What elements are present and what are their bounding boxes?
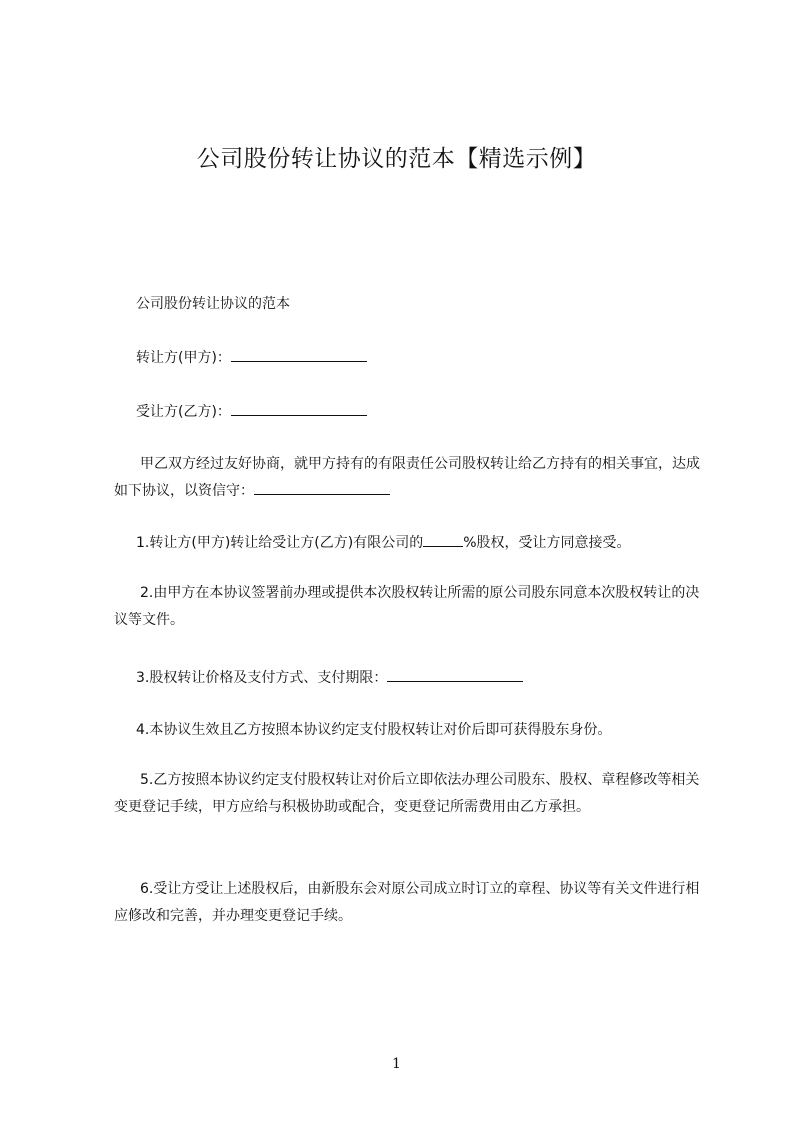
clause-1-text-b: %股权，受让方同意接受。 (463, 535, 631, 551)
transferee-label: 受让方(乙方)： (136, 404, 231, 420)
clause-3-text: 3.股权转让价格及支付方式、支付期限： (136, 670, 388, 686)
clause-4: 4.本协议生效且乙方按照本协议约定支付股权转让对价后即可获得股东身份。 (136, 722, 612, 738)
payment-blank (387, 668, 523, 682)
transferor-line (136, 347, 367, 367)
clause-2: 2.由甲方在本协议签署前办理或提供本次股权转让所需的原公司股东同意本次股权转让的决议等文件。 (114, 585, 700, 628)
intro-blank (254, 481, 390, 495)
clause-3 (136, 667, 523, 687)
clause-6: 6.受让方受让上述股权后，由新股东会对原公司成立时订立的章程、协议等有关文件进行相应修改和完善，并办理变更登记手续。 (114, 881, 700, 924)
clause-1 (136, 532, 631, 552)
clause-5: 5.乙方按照本协议约定支付股权转让对价后立即依法办理公司股东、股权、章程修改等相关变更登记手续，甲方应给与积极协助或配合，变更登记所需费用由乙方承担。 (114, 772, 700, 815)
clause-1-text-a: 1.转让方(甲方)转让给受让方(乙方)有限公司的 (136, 535, 424, 551)
transferee-blank (231, 402, 367, 416)
intro-text: 甲乙双方经过友好协商，就甲方持有的有限责任公司股权转让给乙方持有的相关事宜，达成如下协议，以资信守： (114, 456, 700, 499)
transferor-blank (231, 348, 367, 362)
document-title: 公司股份转让协议的范本【精选示例】 (196, 146, 597, 172)
percent-blank (423, 533, 463, 547)
subtitle: 公司股份转让协议的范本 (136, 296, 290, 312)
transferor-label: 转让方(甲方)： (136, 350, 231, 366)
transferee-line (136, 401, 367, 421)
intro-paragraph (114, 451, 704, 505)
page-number: 1 (392, 1056, 401, 1072)
